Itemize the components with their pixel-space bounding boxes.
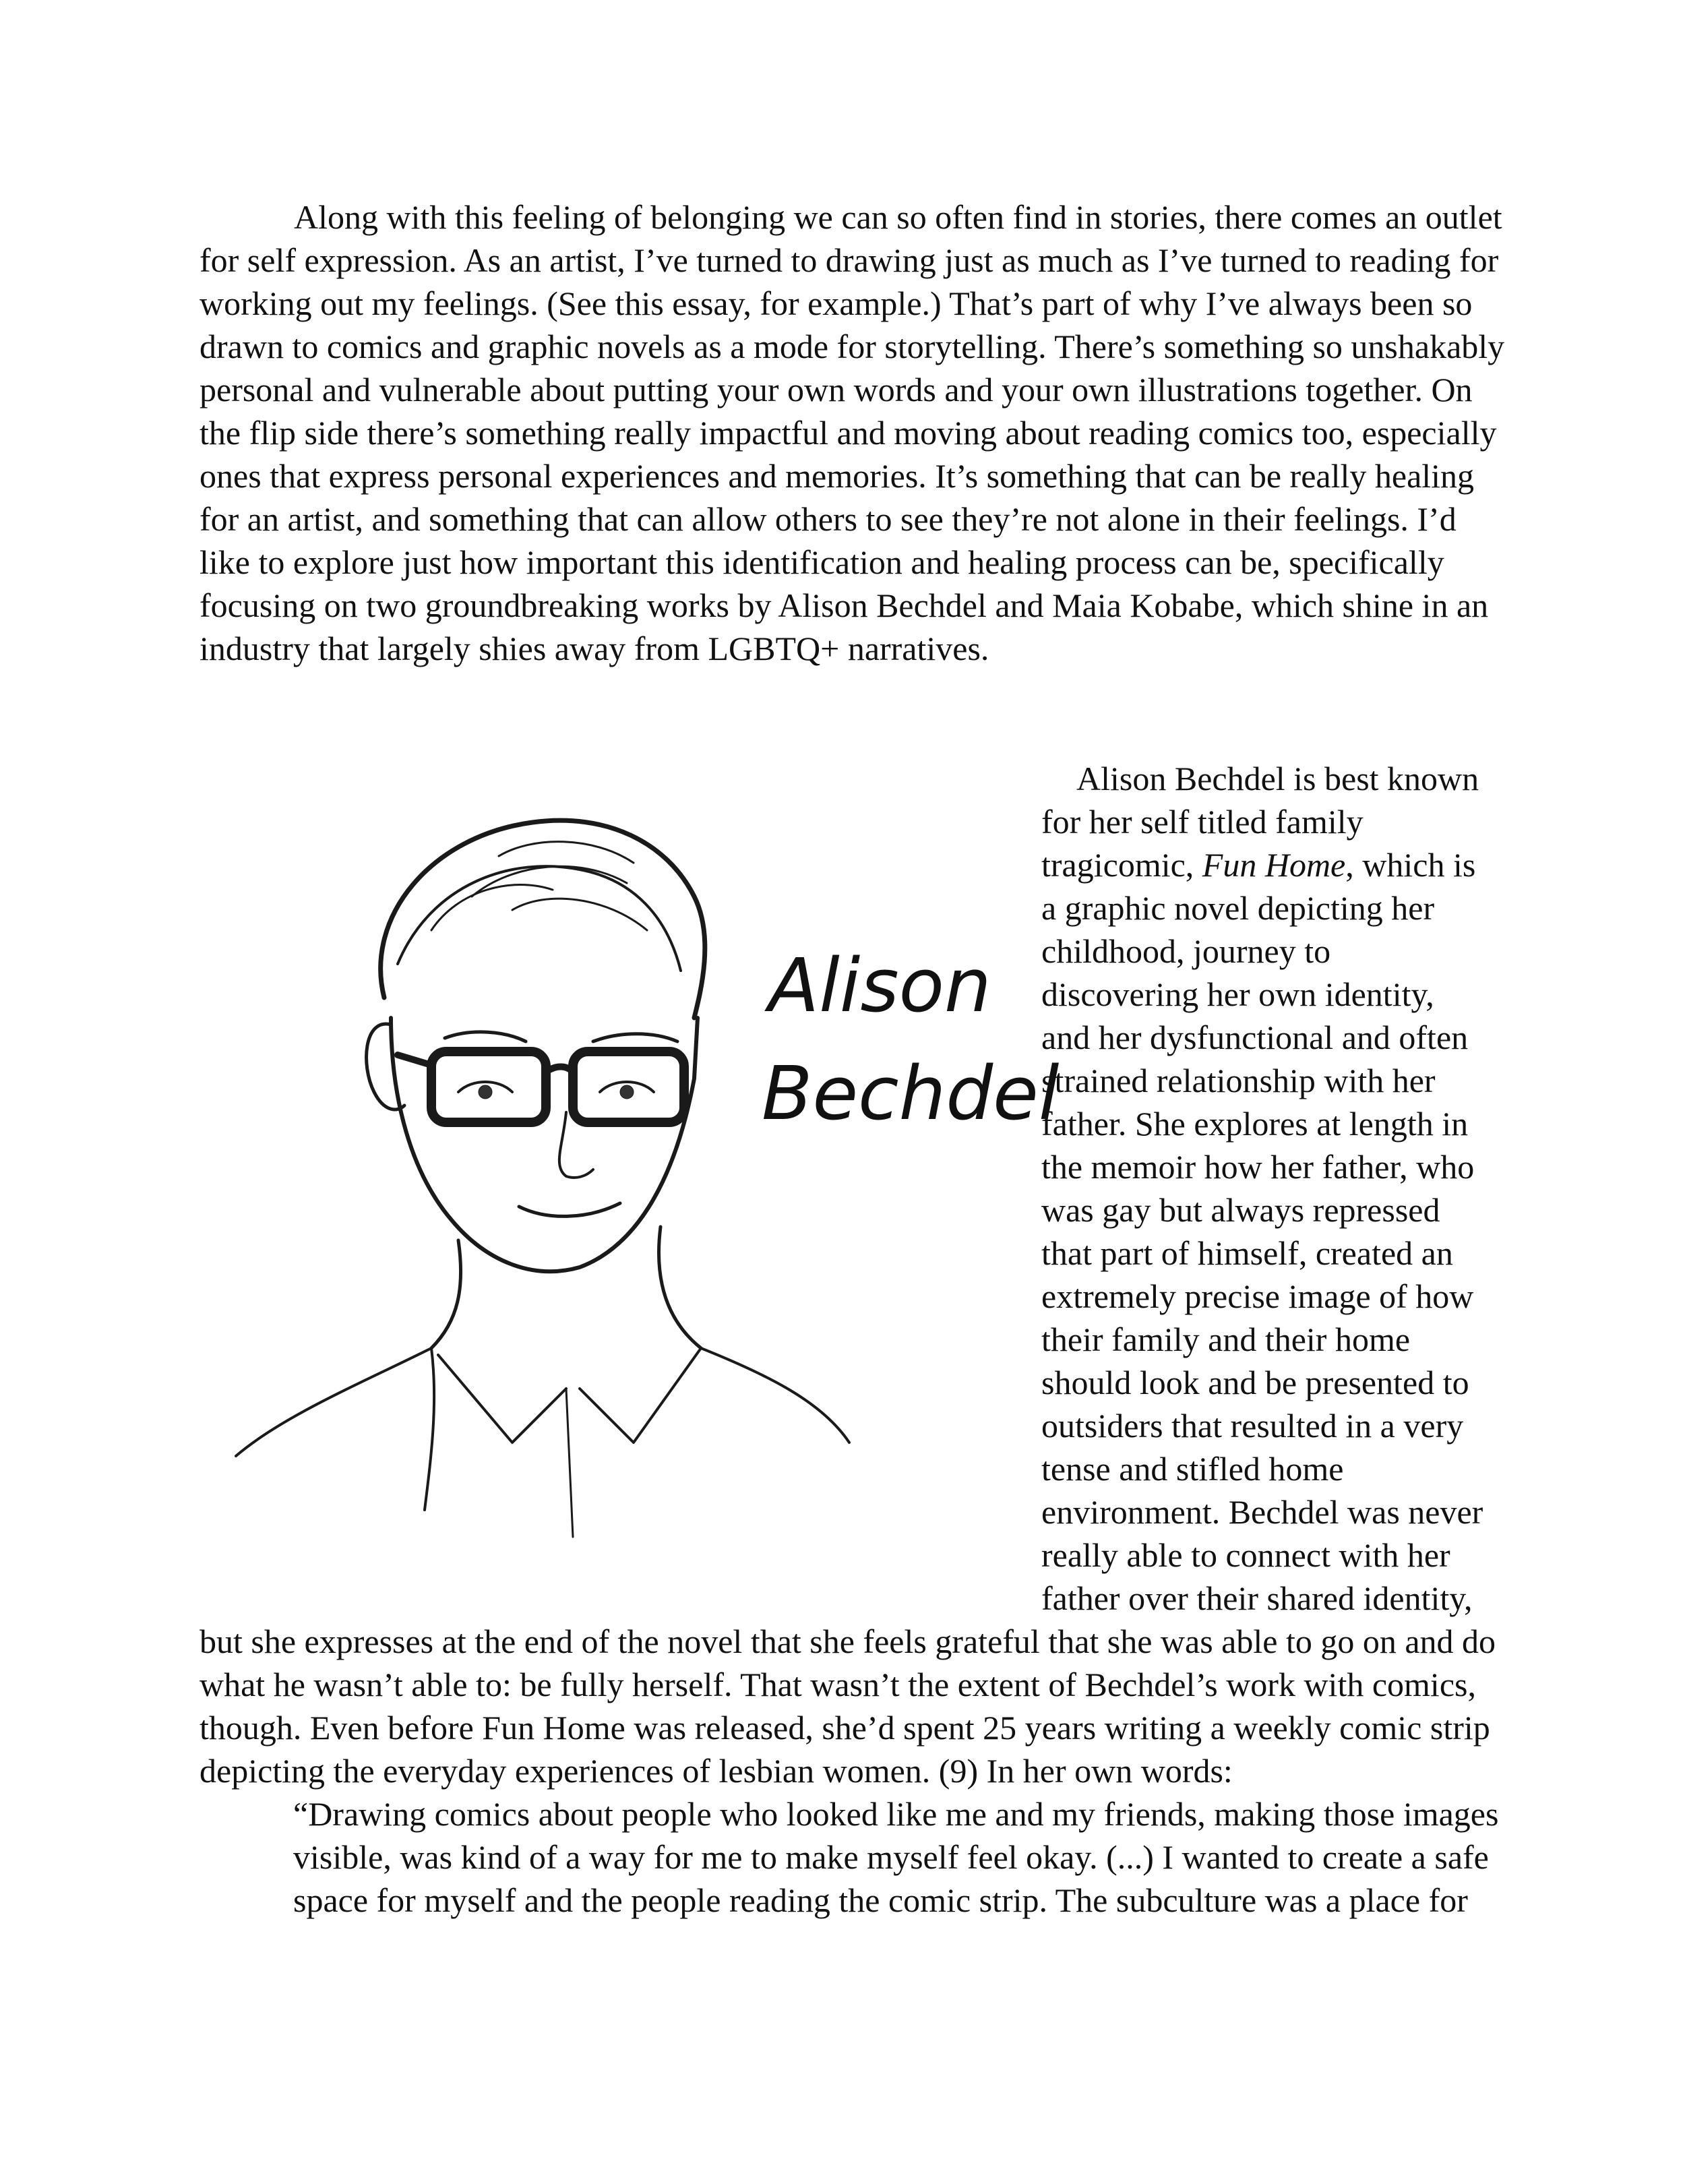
text-line: outsiders that resulted in a very <box>1041 1407 1464 1445</box>
text-line: really able to connect with her <box>1041 1536 1450 1574</box>
text-line: working out my feelings. (See this essay, for example.) That’s part of why I’ve always been so <box>200 284 1473 322</box>
bechdel-paragraph-column <box>1041 757 1483 1620</box>
text-line: depicting the everyday experiences of lesbian women. (9) In her own words: <box>200 1752 1233 1790</box>
text-line: and her dysfunctional and often <box>1041 1019 1469 1056</box>
text-line: like to explore just how important this identification and healing process can be, specifically <box>200 543 1444 581</box>
text-line: for her self titled family <box>1041 803 1364 841</box>
text-line: Alison Bechdel is best known <box>1076 760 1479 797</box>
text-line: should look and be presented to <box>1041 1364 1469 1401</box>
text-line: focusing on two groundbreaking works by Alison Bechdel and Maia Kobabe, which shine in an <box>200 586 1489 624</box>
text-line: father. She explores at length in <box>1041 1105 1469 1143</box>
text-line: extremely precise image of how <box>1041 1277 1474 1315</box>
text-line: a graphic novel depicting her <box>1041 889 1435 927</box>
text-line: for an artist, and something that can allow others to see they’re not alone in their feelings. I’d <box>200 500 1457 538</box>
signature-last-name: Bechdel <box>762 1050 1060 1136</box>
text-line: industry that largely shies away from LGBTQ+ narratives. <box>200 630 989 667</box>
signature <box>762 942 1060 1136</box>
text-line: was gay but always repressed <box>1041 1191 1440 1229</box>
quote-line: space for myself and the people reading the comic strip. The subculture was a place for <box>293 1881 1468 1919</box>
text-line: drawn to comics and graphic novels as a mode for storytelling. There’s something so unshakably <box>200 328 1505 365</box>
signature-first-name: Alison <box>768 942 991 1029</box>
text-line: Along with this feeling of belonging we can so often find in stories, there comes an outlet <box>294 198 1502 236</box>
text-line: that part of himself, created an <box>1041 1234 1453 1272</box>
text-line <box>1041 843 1483 886</box>
text-line: ones that express personal experiences and memories. It’s something that can be really healing <box>200 457 1475 495</box>
quote-line: visible, was kind of a way for me to make myself feel okay. (...) I wanted to create a safe <box>293 1838 1489 1876</box>
block-quote <box>293 1792 1498 1922</box>
text-line: though. Even before Fun Home was released, she’d spent 25 years writing a weekly comic strip <box>200 1709 1490 1747</box>
text-line: the memoir how her father, who <box>1041 1148 1475 1186</box>
text-line: father over their shared identity, <box>1041 1579 1473 1617</box>
bechdel-paragraph-continued <box>200 1620 1496 1792</box>
text-line: their family and their home <box>1041 1321 1411 1358</box>
text-line: discovering her own identity, <box>1041 975 1434 1013</box>
text-line: childhood, journey to <box>1041 932 1331 970</box>
text-line: what he wasn’t able to: be fully herself. That wasn’t the extent of Bechdel’s work with comics, <box>200 1666 1476 1703</box>
text-line: the flip side there’s something really impactful and moving about reading comics too, especially <box>200 414 1497 452</box>
text-line: tense and stifled home <box>1041 1450 1344 1488</box>
alison-bechdel-portrait-illustration <box>229 795 1060 1557</box>
text-line: but she expresses at the end of the novel that she feels grateful that she was able to go on and do <box>200 1622 1496 1660</box>
book-title-fun-home: Fun Home <box>1202 846 1346 884</box>
text-line: personal and vulnerable about putting your own words and your own illustrations together. On <box>200 371 1473 408</box>
text-line: environment. Bechdel was never <box>1041 1493 1483 1531</box>
text-segment: tragicomic, <box>1041 846 1202 884</box>
text-segment: , which is <box>1345 846 1476 884</box>
quote-line: “Drawing comics about people who looked like me and my friends, making those images <box>293 1795 1499 1833</box>
text-line: strained relationship with her <box>1041 1062 1436 1099</box>
intro-paragraph <box>200 195 1504 670</box>
text-line: for self expression. As an artist, I’ve turned to drawing just as much as I’ve turned to reading for <box>200 241 1499 279</box>
